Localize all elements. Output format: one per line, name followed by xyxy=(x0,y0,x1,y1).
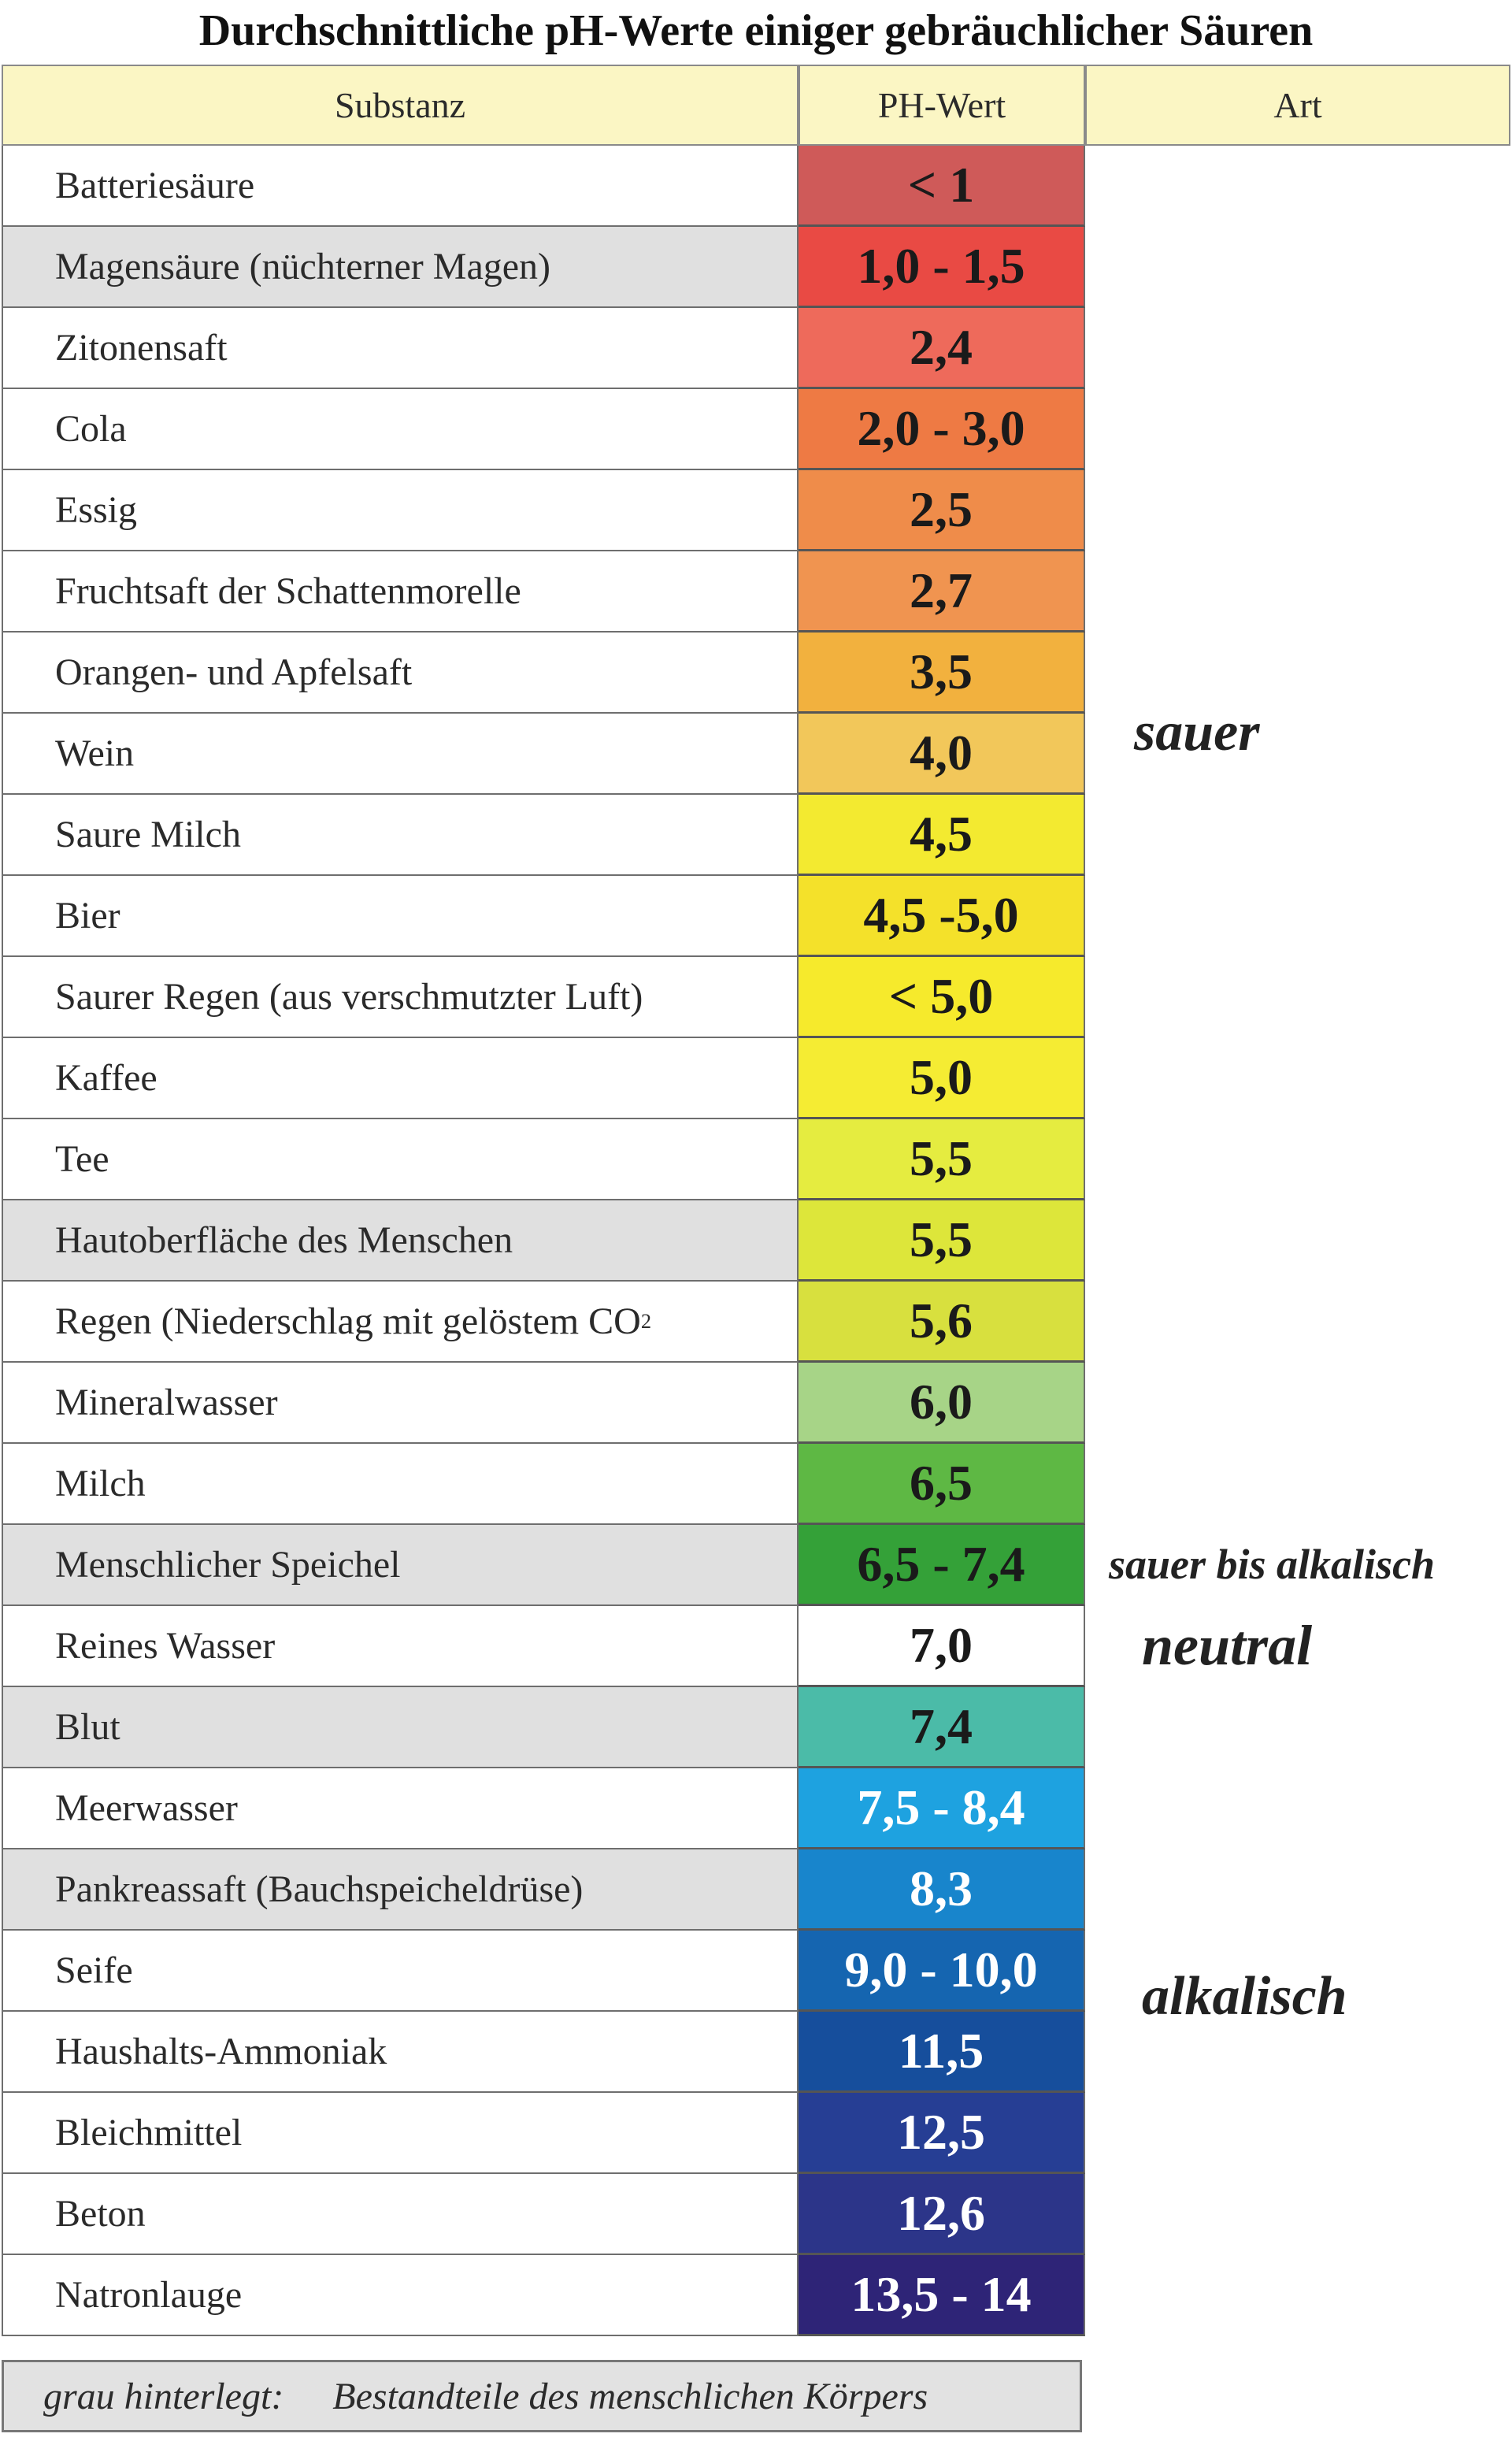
substance-cell xyxy=(2,146,799,227)
substance-cell xyxy=(2,308,799,389)
substance-name: Blut xyxy=(55,1706,120,1748)
substance-cell xyxy=(2,1444,799,1525)
ph-value-cell: 12,6 xyxy=(799,2174,1085,2255)
table-row xyxy=(2,146,1085,227)
substance-cell xyxy=(2,1687,799,1768)
ph-value-cell: < 1 xyxy=(799,146,1085,227)
ph-value-cell: 5,5 xyxy=(799,1119,1085,1200)
ph-value-cell: 5,6 xyxy=(799,1282,1085,1363)
legend-text: Bestandteile des menschlichen Körpers xyxy=(332,2375,928,2417)
substance-cell xyxy=(2,551,799,633)
subscript: 2 xyxy=(640,1309,652,1333)
ph-value-cell: 11,5 xyxy=(799,2012,1085,2093)
substance-name: Seife xyxy=(55,1949,133,1991)
substance-name: Tee xyxy=(55,1138,109,1180)
substance-cell xyxy=(2,470,799,551)
substance-cell xyxy=(2,714,799,795)
substance-name: Meerwasser xyxy=(55,1787,238,1829)
substance-name: Magensäure (nüchterner Magen) xyxy=(55,246,551,288)
table-row xyxy=(2,1200,1085,1282)
legend-label: grau hinterlegt: xyxy=(43,2375,284,2417)
substance-name: Milch xyxy=(55,1463,146,1504)
substance-cell xyxy=(2,1768,799,1849)
substance-name: Orangen- und Apfelsaft xyxy=(55,651,413,693)
table-row xyxy=(2,551,1085,633)
ph-value-cell: 2,5 xyxy=(799,470,1085,551)
art-label-sauer-bis-alkalisch: sauer bis alkalisch xyxy=(1109,1541,1436,1588)
table-row xyxy=(2,633,1085,714)
art-label-neutral: neutral xyxy=(1142,1614,1313,1677)
art-label-alkalisch: alkalisch xyxy=(1142,1966,1347,2027)
substance-cell xyxy=(2,227,799,308)
ph-value-cell: 5,0 xyxy=(799,1038,1085,1119)
substance-name: Bleichmittel xyxy=(55,2112,243,2153)
table-row xyxy=(2,2093,1085,2174)
substance-name: Beton xyxy=(55,2193,146,2235)
ph-value-cell: 3,5 xyxy=(799,633,1085,714)
substance-cell xyxy=(2,1363,799,1444)
ph-value-cell: 4,0 xyxy=(799,714,1085,795)
table-row xyxy=(2,876,1085,957)
table-row xyxy=(2,1606,1085,1687)
substance-name: Wein xyxy=(55,733,135,774)
substance-cell xyxy=(2,957,799,1038)
substance-cell xyxy=(2,1849,799,1931)
table-row xyxy=(2,2255,1085,2336)
substance-cell xyxy=(2,2012,799,2093)
substance-name: Zitonensaft xyxy=(55,327,228,369)
substance-cell xyxy=(2,1038,799,1119)
substance-cell xyxy=(2,1282,799,1363)
substance-cell xyxy=(2,633,799,714)
table-row xyxy=(2,2012,1085,2093)
substance-cell xyxy=(2,1931,799,2012)
table-row xyxy=(2,308,1085,389)
table-row xyxy=(2,1363,1085,1444)
table-row xyxy=(2,1849,1085,1931)
table-row xyxy=(2,957,1085,1038)
ph-value-cell: 1,0 - 1,5 xyxy=(799,227,1085,308)
substance-name: Pankreassaft (Bauchspeicheldrüse) xyxy=(55,1868,584,1910)
substance-name: Saurer Regen (aus verschmutzter Luft) xyxy=(55,976,643,1018)
substance-cell xyxy=(2,1200,799,1282)
table-row xyxy=(2,1525,1085,1606)
substance-cell xyxy=(2,2174,799,2255)
substance-name: Saure Milch xyxy=(55,814,241,855)
ph-value-cell: 2,4 xyxy=(799,308,1085,389)
substance-name: Natronlauge xyxy=(55,2274,243,2316)
ph-value-cell: 7,0 xyxy=(799,1606,1085,1687)
substance-cell xyxy=(2,389,799,470)
substance-cell xyxy=(2,876,799,957)
ph-value-cell: 13,5 - 14 xyxy=(799,2255,1085,2336)
page-title: Durchschnittliche pH-Werte einiger gebräuchlicher Säuren xyxy=(198,6,1314,55)
ph-value-cell: 4,5 xyxy=(799,795,1085,876)
ph-value-cell: 4,5 -5,0 xyxy=(799,876,1085,957)
ph-value-cell: 6,0 xyxy=(799,1363,1085,1444)
substance-name: Hautoberfläche des Menschen xyxy=(55,1219,513,1261)
header-ph-wert: PH-Wert xyxy=(799,65,1085,146)
table-row xyxy=(2,1038,1085,1119)
ph-value-cell: 7,4 xyxy=(799,1687,1085,1768)
table-row xyxy=(2,1768,1085,1849)
substance-name: Mineralwasser xyxy=(55,1382,278,1423)
ph-value-cell: 2,0 - 3,0 xyxy=(799,389,1085,470)
substance-cell xyxy=(2,1119,799,1200)
header-substanz: Substanz xyxy=(2,65,799,146)
ph-value-cell: 9,0 - 10,0 xyxy=(799,1931,1085,2012)
ph-value-cell: 8,3 xyxy=(799,1849,1085,1931)
table-row xyxy=(2,2174,1085,2255)
table-row xyxy=(2,1444,1085,1525)
substance-name: Reines Wasser xyxy=(55,1625,276,1667)
table-row xyxy=(2,795,1085,876)
ph-value-cell: 6,5 xyxy=(799,1444,1085,1525)
substance-cell xyxy=(2,2093,799,2174)
substance-name: Menschlicher Speichel xyxy=(55,1544,401,1586)
table-row xyxy=(2,389,1085,470)
ph-value-cell: 2,7 xyxy=(799,551,1085,633)
table-row xyxy=(2,1931,1085,2012)
table-row xyxy=(2,1119,1085,1200)
table-row xyxy=(2,227,1085,308)
substance-cell xyxy=(2,1606,799,1687)
substance-cell xyxy=(2,1525,799,1606)
art-label-sauer: sauer xyxy=(1134,702,1260,762)
legend-note xyxy=(2,2360,1082,2432)
substance-name: Haushalts-Ammoniak xyxy=(55,2031,387,2072)
ph-value-cell: 12,5 xyxy=(799,2093,1085,2174)
substance-name: Bier xyxy=(55,895,120,937)
table-row xyxy=(2,714,1085,795)
substance-name: Cola xyxy=(55,408,127,450)
table-row xyxy=(2,1282,1085,1363)
ph-value-cell: 5,5 xyxy=(799,1200,1085,1282)
header-art: Art xyxy=(1085,65,1510,146)
substance-name: Batteriesäure xyxy=(55,165,255,206)
ph-value-cell: 7,5 - 8,4 xyxy=(799,1768,1085,1849)
ph-value-cell: 6,5 - 7,4 xyxy=(799,1525,1085,1606)
substance-cell xyxy=(2,795,799,876)
substance-name: Essig xyxy=(55,489,138,531)
substance-name: Kaffee xyxy=(55,1057,158,1099)
ph-value-cell: < 5,0 xyxy=(799,957,1085,1038)
substance-name: Regen (Niederschlag mit gelöstem CO xyxy=(55,1300,641,1342)
substance-name: Fruchtsaft der Schattenmorelle xyxy=(55,570,521,612)
table-row xyxy=(2,1687,1085,1768)
substance-cell xyxy=(2,2255,799,2336)
table-row xyxy=(2,470,1085,551)
